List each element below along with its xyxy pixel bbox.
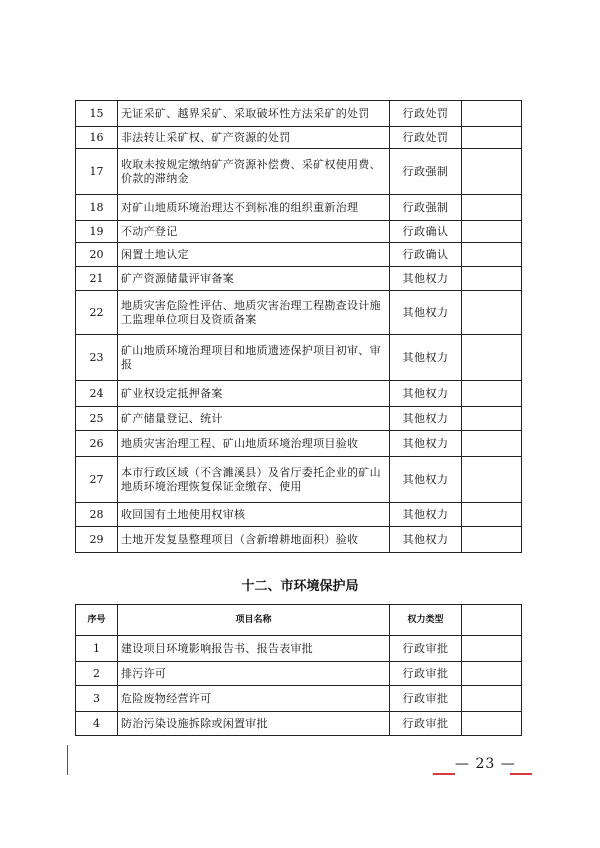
margin-line xyxy=(67,745,68,775)
row-number: 16 xyxy=(76,127,118,149)
row-extra xyxy=(462,686,522,712)
table-row xyxy=(76,127,522,149)
row-type: 行政强制 xyxy=(390,195,462,221)
row-type: 行政确认 xyxy=(390,221,462,243)
row-name: 地质灾害治理工程、矿山地质环境治理项目验收 xyxy=(118,431,390,457)
row-type: 行政处罚 xyxy=(390,101,462,127)
table-header-row xyxy=(76,605,522,636)
row-number: 4 xyxy=(76,712,118,736)
row-type: 其他权力 xyxy=(390,335,462,381)
row-type: 行政确认 xyxy=(390,243,462,267)
table-row xyxy=(76,291,522,335)
table-row xyxy=(76,503,522,527)
header-extra xyxy=(462,605,522,636)
row-extra xyxy=(462,457,522,503)
header-type: 权力类型 xyxy=(390,605,462,636)
row-name: 土地开发复垦整理项目（含新增耕地面积）验收 xyxy=(118,527,390,553)
table-row xyxy=(76,457,522,503)
lower-table-body xyxy=(76,636,522,736)
row-extra xyxy=(462,381,522,407)
header-no: 序号 xyxy=(76,605,118,636)
page-number: — 23 — xyxy=(455,756,516,772)
row-number: 19 xyxy=(76,221,118,243)
row-name: 收取未按规定缴纳矿产资源补偿费、采矿权使用费、价款的滞纳金 xyxy=(118,149,390,195)
row-type: 其他权力 xyxy=(390,457,462,503)
row-name: 矿山地质环境治理项目和地质遗迹保护项目初审、审报 xyxy=(118,335,390,381)
row-extra xyxy=(462,527,522,553)
table-row xyxy=(76,662,522,686)
red-underline-right xyxy=(510,773,532,775)
row-extra xyxy=(462,662,522,686)
row-number: 29 xyxy=(76,527,118,553)
row-number: 1 xyxy=(76,636,118,662)
row-extra xyxy=(462,101,522,127)
row-number: 18 xyxy=(76,195,118,221)
row-number: 3 xyxy=(76,686,118,712)
table-row xyxy=(76,527,522,553)
row-extra xyxy=(462,127,522,149)
red-underline-left xyxy=(433,773,455,775)
section-heading: 十二、市环境保护局 xyxy=(241,579,359,594)
row-name: 防治污染设施拆除或闲置审批 xyxy=(118,712,390,736)
row-extra xyxy=(462,335,522,381)
row-type: 行政审批 xyxy=(390,712,462,736)
table-row xyxy=(76,221,522,243)
table-row xyxy=(76,636,522,662)
row-number: 25 xyxy=(76,407,118,431)
row-type: 其他权力 xyxy=(390,527,462,553)
table-row xyxy=(76,267,522,291)
table-row xyxy=(76,335,522,381)
row-type: 其他权力 xyxy=(390,407,462,431)
table-row xyxy=(76,149,522,195)
row-number: 20 xyxy=(76,243,118,267)
row-name: 矿产储量登记、统计 xyxy=(118,407,390,431)
row-number: 15 xyxy=(76,101,118,127)
table-row xyxy=(76,712,522,736)
row-number: 27 xyxy=(76,457,118,503)
row-name: 建设项目环境影响报告书、报告表审批 xyxy=(118,636,390,662)
row-extra xyxy=(462,407,522,431)
table-row xyxy=(76,407,522,431)
row-number: 22 xyxy=(76,291,118,335)
row-number: 26 xyxy=(76,431,118,457)
row-type: 行政处罚 xyxy=(390,127,462,149)
table-row xyxy=(76,431,522,457)
row-name: 危险废物经营许可 xyxy=(118,686,390,712)
table-row xyxy=(76,101,522,127)
row-number: 17 xyxy=(76,149,118,195)
row-name: 收回国有土地使用权审核 xyxy=(118,503,390,527)
row-name: 本市行政区域（不含濉溪县）及省厅委托企业的矿山地质环境治理恢复保证金缴存、使用 xyxy=(118,457,390,503)
row-name: 不动产登记 xyxy=(118,221,390,243)
table-row xyxy=(76,686,522,712)
row-number: 28 xyxy=(76,503,118,527)
row-name: 非法转让采矿权、矿产资源的处罚 xyxy=(118,127,390,149)
row-extra xyxy=(462,503,522,527)
row-type: 行政审批 xyxy=(390,662,462,686)
row-type: 其他权力 xyxy=(390,381,462,407)
row-extra xyxy=(462,712,522,736)
row-name: 排污许可 xyxy=(118,662,390,686)
row-type: 其他权力 xyxy=(390,291,462,335)
row-number: 2 xyxy=(76,662,118,686)
row-number: 24 xyxy=(76,381,118,407)
row-type: 其他权力 xyxy=(390,267,462,291)
row-extra xyxy=(462,149,522,195)
row-type: 行政审批 xyxy=(390,636,462,662)
row-extra xyxy=(462,636,522,662)
header-name: 项目名称 xyxy=(118,605,390,636)
upper-table-body xyxy=(76,101,522,553)
table-row xyxy=(76,195,522,221)
row-number: 21 xyxy=(76,267,118,291)
table-row xyxy=(76,381,522,407)
row-type: 其他权力 xyxy=(390,431,462,457)
row-name: 矿产资源储量评审备案 xyxy=(118,267,390,291)
lower-table xyxy=(75,604,522,736)
row-number: 23 xyxy=(76,335,118,381)
row-name: 对矿山地质环境治理达不到标准的组织重新治理 xyxy=(118,195,390,221)
row-extra xyxy=(462,195,522,221)
row-type: 其他权力 xyxy=(390,503,462,527)
row-extra xyxy=(462,267,522,291)
row-extra xyxy=(462,431,522,457)
row-extra xyxy=(462,243,522,267)
row-name: 闲置土地认定 xyxy=(118,243,390,267)
row-name: 无证采矿、越界采矿、采取破坏性方法采矿的处罚 xyxy=(118,101,390,127)
upper-table xyxy=(75,100,522,553)
row-type: 行政审批 xyxy=(390,686,462,712)
row-type: 行政强制 xyxy=(390,149,462,195)
table-row xyxy=(76,243,522,267)
row-extra xyxy=(462,221,522,243)
row-name: 矿业权设定抵押备案 xyxy=(118,381,390,407)
row-name: 地质灾害危险性评估、地质灾害治理工程勘查设计施工监理单位项目及资质备案 xyxy=(118,291,390,335)
row-extra xyxy=(462,291,522,335)
